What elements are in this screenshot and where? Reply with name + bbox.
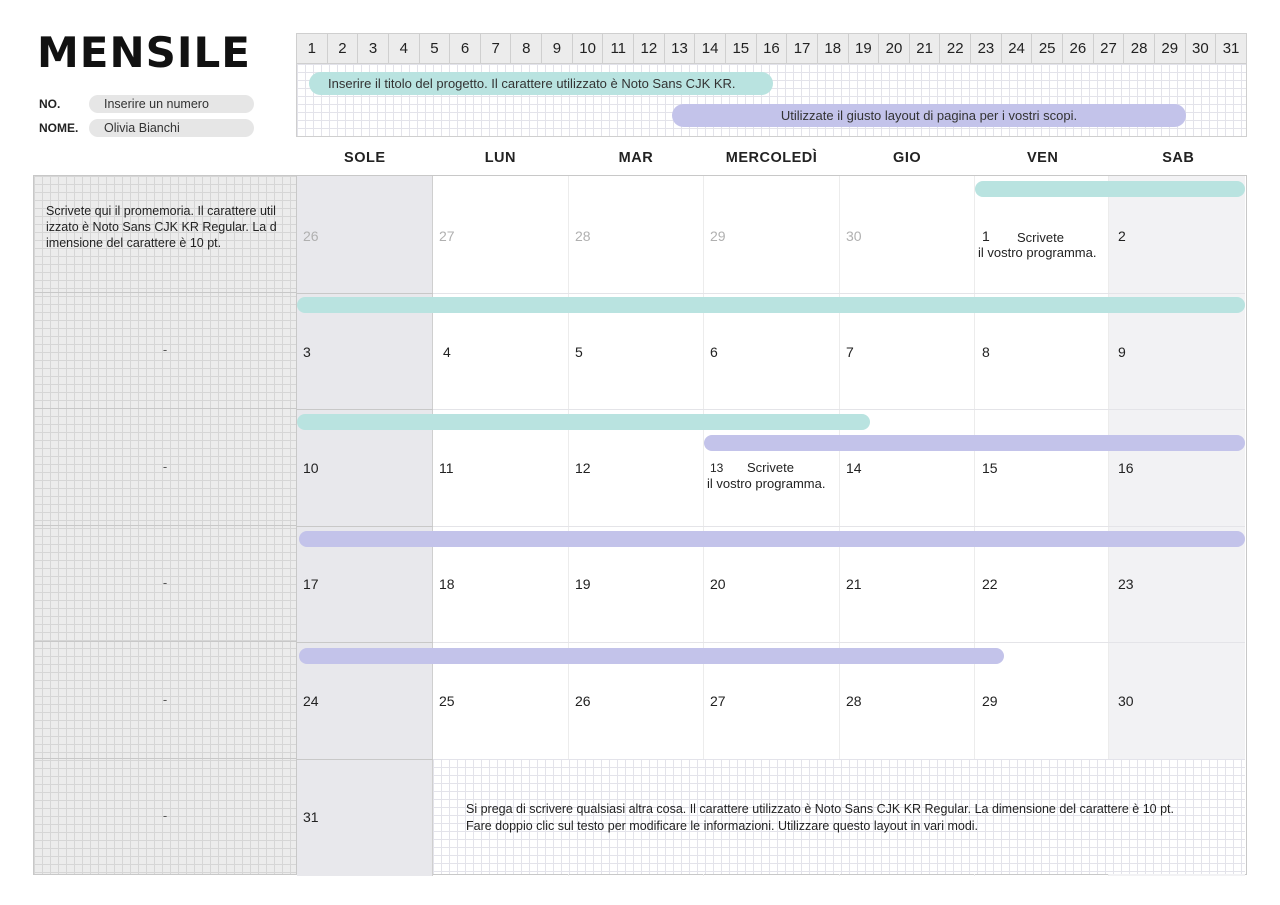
schedule-bar[interactable] [975, 181, 1245, 197]
schedule-bar[interactable] [704, 435, 1245, 451]
timeline-day: 15 [726, 34, 757, 63]
timeline-day: 10 [573, 34, 604, 63]
date-cell[interactable]: 16 [1118, 460, 1134, 476]
schedule-bar[interactable] [297, 414, 870, 430]
date-cell[interactable]: 29 [710, 228, 726, 244]
date-cell[interactable]: 27 [710, 693, 726, 709]
weekday-tue: MAR [618, 150, 654, 166]
month-calendar [297, 175, 1247, 875]
timeline-day: 26 [1063, 34, 1094, 63]
notes-column [33, 175, 297, 875]
week-divider [297, 642, 1245, 643]
timeline-day: 14 [695, 34, 726, 63]
date-cell[interactable]: 22 [982, 576, 998, 592]
timeline-day: 22 [940, 34, 971, 63]
weekday-mon: LUN [484, 150, 517, 166]
event-text[interactable]: il vostro programma. [707, 476, 826, 491]
timeline-day: 18 [818, 34, 849, 63]
name-field[interactable]: Olivia Bianchi [89, 119, 254, 137]
weekday-sat: SAB [1162, 150, 1195, 166]
note-placeholder: - [162, 575, 168, 590]
date-cell[interactable]: 5 [575, 344, 583, 360]
week-divider [297, 293, 1245, 294]
date-cell[interactable]: 13 [710, 461, 724, 475]
date-cell[interactable]: 28 [846, 693, 862, 709]
sunday-divider [297, 526, 433, 527]
timeline-body [297, 64, 1246, 136]
date-cell[interactable]: 21 [846, 576, 862, 592]
other-notes-box[interactable] [433, 759, 1245, 874]
note-placeholder: - [162, 342, 168, 357]
date-cell[interactable]: 3 [303, 344, 311, 360]
timeline-day: 13 [665, 34, 696, 63]
schedule-bar[interactable] [299, 648, 1004, 664]
date-cell[interactable]: 17 [303, 576, 319, 592]
timeline-day: 17 [787, 34, 818, 63]
timeline-day: 29 [1155, 34, 1186, 63]
memo-cell[interactable] [34, 176, 296, 293]
note-placeholder: - [162, 692, 168, 707]
number-label: NO. [39, 97, 61, 111]
sunday-divider [297, 409, 433, 410]
timeline-day: 12 [634, 34, 665, 63]
timeline-project-bar-layout[interactable]: Utilizzate il giusto layout di pagina per i vostri scopi. [672, 104, 1186, 127]
project-timeline [296, 33, 1247, 137]
date-cell[interactable]: 6 [710, 344, 718, 360]
note-cell-week2[interactable] [34, 293, 296, 409]
week-divider [297, 526, 1245, 527]
sunday-divider [297, 642, 433, 643]
note-placeholder: - [162, 459, 168, 474]
note-cell-week3[interactable] [34, 409, 296, 526]
timeline-day: 11 [603, 34, 634, 63]
timeline-day: 25 [1032, 34, 1063, 63]
schedule-bar[interactable] [299, 531, 1245, 547]
timeline-day: 24 [1002, 34, 1033, 63]
timeline-day: 3 [358, 34, 389, 63]
timeline-day: 4 [389, 34, 420, 63]
date-cell[interactable]: 23 [1118, 576, 1134, 592]
memo-text[interactable]: Scrivete qui il promemoria. Il carattere utilizzato è Noto Sans CJK KR Regular. La dimensione del carattere è 10 pt. [46, 204, 277, 250]
date-cell[interactable]: 30 [1118, 693, 1134, 709]
weekday-wed: MERCOLEDÌ [725, 150, 818, 166]
schedule-bar[interactable] [297, 297, 1245, 313]
sunday-divider [297, 293, 433, 294]
week-divider [297, 409, 1245, 410]
date-cell[interactable]: 18 [439, 576, 455, 592]
date-cell[interactable]: 19 [575, 576, 591, 592]
date-cell[interactable]: 26 [303, 228, 319, 244]
timeline-project-bar-title[interactable]: Inserire il titolo del progetto. Il carattere utilizzato è Noto Sans CJK KR. [309, 72, 773, 95]
timeline-day: 20 [879, 34, 910, 63]
event-text[interactable]: il vostro programma. [978, 245, 1097, 260]
timeline-day: 7 [481, 34, 512, 63]
other-notes-text[interactable]: Si prega di scrivere qualsiasi altra cosa. Il carattere utilizzato è Noto Sans CJK KR Regular. La dimensione del carattere è 10 pt. Fare doppio clic sul testo per modificare le informazioni. Utilizzare questo layout in vari modi. [466, 802, 1174, 833]
date-cell[interactable]: 8 [982, 344, 990, 360]
timeline-day: 21 [910, 34, 941, 63]
timeline-day: 31 [1222, 40, 1240, 57]
event-text[interactable]: Scrivete [747, 460, 794, 475]
timeline-day-strip [297, 34, 1246, 64]
date-cell[interactable]: 24 [303, 693, 319, 709]
date-cell[interactable]: 25 [439, 693, 455, 709]
date-cell[interactable]: 15 [982, 460, 998, 476]
timeline-day: 16 [757, 34, 788, 63]
timeline-day: 1 [297, 34, 328, 63]
date-cell[interactable]: 31 [303, 809, 319, 825]
page-title: MENSILE [37, 28, 251, 77]
note-placeholder: - [162, 808, 168, 823]
timeline-day: 23 [971, 34, 1002, 63]
sunday-divider [297, 759, 433, 760]
timeline-day: 30 [1186, 34, 1217, 63]
date-cell[interactable]: 4 [443, 344, 451, 360]
name-row [39, 119, 254, 137]
note-cell-week4[interactable] [34, 526, 296, 642]
weekday-fri: VEN [1027, 150, 1059, 166]
date-cell[interactable]: 30 [846, 228, 862, 244]
date-cell[interactable]: 28 [575, 228, 591, 244]
weekday-thu: GIO [893, 150, 922, 166]
date-cell[interactable]: 1 [982, 228, 990, 244]
date-cell[interactable]: 10 [303, 460, 319, 476]
number-field[interactable]: Inserire un numero [89, 95, 254, 113]
timeline-day: 5 [420, 34, 451, 63]
timeline-day: 19 [849, 34, 880, 63]
date-cell[interactable]: 9 [1118, 344, 1126, 360]
weekday-header [297, 150, 1246, 170]
weekday-sun: SOLE [344, 150, 386, 166]
timeline-day: 9 [542, 34, 573, 63]
date-cell[interactable]: 27 [439, 228, 455, 244]
number-row [39, 95, 254, 113]
timeline-day: 28 [1124, 34, 1155, 63]
date-cell[interactable]: 2 [1118, 228, 1126, 244]
timeline-day: 27 [1094, 34, 1125, 63]
date-cell[interactable]: 20 [710, 576, 726, 592]
name-label: NOME. [39, 121, 79, 135]
date-cell[interactable]: 14 [846, 460, 862, 476]
event-text[interactable]: Scrivete [1017, 230, 1064, 245]
note-cell-week6[interactable] [34, 759, 296, 874]
timeline-day: 6 [450, 34, 481, 63]
date-cell[interactable]: 12 [575, 460, 591, 476]
date-cell[interactable]: 29 [982, 693, 998, 709]
date-cell[interactable]: 7 [846, 344, 854, 360]
timeline-day: 8 [511, 34, 542, 63]
date-cell[interactable]: 11 [439, 460, 454, 476]
note-cell-week5[interactable] [34, 642, 296, 759]
date-cell[interactable]: 26 [575, 693, 591, 709]
timeline-day: 2 [328, 34, 359, 63]
